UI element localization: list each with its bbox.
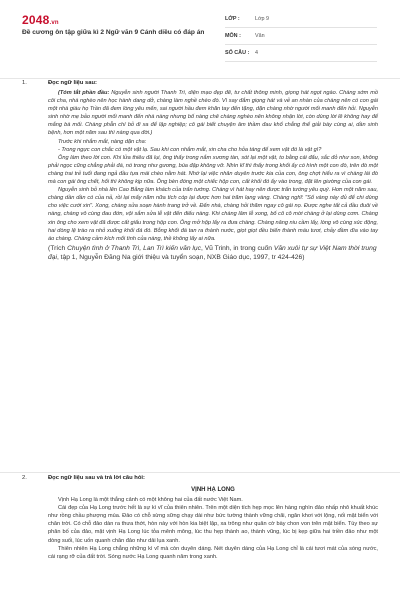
section-title: Đọc ngữ liệu sau:	[48, 80, 97, 86]
summary-text: Nguyễn sinh người Thanh Trì, diện mạo đẹp đẽ, tư chất thông minh, giọng hát ngọt ngào. Chàng sớm mồ côi cha, nhà nghèo nên học hành dang dở, chàng làm nghề chèo đò. Vì say đắm giọng hát và vẻ an nhàn của chàng nên có con gái một nhà giàu họ Trần đã đem lòng yêu mến, sai người hầu đem khăn tay đến tặng, dặn chàng nhờ người mối manh đến hỏi. Nguyễn sinh nhờ mẹ bảo người mối manh đến nhà nàng nhưng bố nàng chê chàng nghèo nên không nhận lời, còn dùng lời lẽ không hay để mắng bà mối. Chàng phẫn chí bỏ đi xa để lập nghiệp; cô gái biết chuyện âm thầm đau khổ chẳng thể giải bày cùng ai, dần sinh bệnh, hơn một năm sau thì nàng qua đời.)	[48, 90, 378, 137]
source-citation	[48, 244, 378, 263]
info-row-subject	[225, 28, 377, 45]
summary-paragraph	[48, 89, 378, 138]
info-value: Văn	[255, 33, 265, 39]
passage-paragraph: Cái đẹp của Hạ Long trước hết là sự kì vĩ của thiên nhiên. Trên một diện tích hẹp mọc lên hàng nghìn đảo nhấp nhô khuất khúc như rồng chầu phượng múa. Đảo có chỗ sừng sững chạy dài như bức tường thành vững chãi, ngăn khơi với lộng, nối mặt biển với chân trời. Có chỗ đảo dàn ra thưa thớt, hòn này với hòn kia biệt lập, xa trông như quân cờ bày chon von trên mặt biển. Tùy theo sự phân bố của đảo, mặt vịnh Hạ Long lúc tỏa mênh mông, lúc thu hẹp thành ao, thành vũng, lúc bị kẹp giữa hai triền đảo như một dòng suối, lúc uốn quanh chân đảo như dải lụa xanh.	[48, 505, 378, 544]
header-divider	[0, 78, 400, 79]
citation-prefix: (Trích	[48, 244, 68, 252]
passage-paragraph: - Trong ngực con chắc có một vật lạ. Sau khi con nhắm mắt, xin cha cho hỏa táng để xem vật đó là vật gì?	[58, 146, 322, 153]
info-key: SỐ CÂU :	[225, 50, 250, 56]
citation-suffix: , tập 1, Nguyễn Đăng Na giới thiệu và tuyển soạn, NXB Giáo dục, 1997, tr 424-426)	[56, 254, 305, 262]
document-title: Đề cương ôn tập giữa kì 2 Ngữ văn 9 Cánh diều có đáp án	[22, 29, 205, 36]
page-header	[0, 0, 400, 78]
section-number: 2.	[22, 475, 27, 481]
summary-label: (Tóm tắt phần đầu:	[58, 90, 110, 96]
citation-mid: , Vũ Trinh, in trong cuốn	[200, 244, 274, 252]
info-value: Lớp 9	[255, 16, 270, 22]
passage-paragraph: Trước khi nhắm mắt, nàng dặn cha:	[58, 138, 147, 145]
section-2-body	[48, 486, 378, 561]
info-key: MÔN :	[225, 33, 241, 39]
citation-book: Văn xuôi tự sự Việt Nam thời trung đại	[48, 244, 377, 262]
passage-paragraph: Nguyễn sinh bỏ nhà lên Cao Bằng làm khách của trấn tướng. Chàng vì hát hay nên được trấn tướng yêu quý. Hơn một năm sau, chàng dần dần có của nả, rồi lại mấy năm nữa tích cóp lại được hơn hai trăm lạng vàng. Chàng nghĩ: "Số vàng này đủ để chi dùng cho việc cưới xin". Xong, chàng sửa soạn hành trang trở về. Đến nhà, chàng hỏi thăm ngay cô gái nọ. Được nghe tất cả đầu đuôi về nàng, chàng vô cùng đau đớn, vội sắm sửa lễ vật đến điếu nàng. Khi chàng lâm lễ xong, bố cô cô mời chàng ở lại dùng cơm. Chàng xin ông cho xem vật đã được cất giấu trong hộp con. Ông mở hộp lấy ra đưa chàng. Chàng nâng niu cầm lấy, lòng vô cùng xúc động, hai dòng lệ trào ra nhỏ xuống khối đá đó. Bỗng khối đá tan ra thành nước, giọt giọt đều biến thành máu tươi, chảy đầm đìa vào tay áo chàng. Chàng cảm kích mối tình của nàng, thề không lấy ai nữa.	[48, 187, 378, 242]
info-row-grade	[225, 11, 377, 28]
section-title: Đọc ngữ liệu sau và trả lời câu hỏi:	[48, 475, 145, 481]
info-row-question-count	[225, 45, 377, 62]
section-divider	[0, 472, 400, 473]
info-value: 4	[255, 50, 258, 56]
citation-title: Chuyện tình ở Thanh Trì, Lan Trì kiến văn lục	[67, 244, 201, 252]
logo-main: 2048	[22, 13, 50, 27]
info-table	[225, 11, 377, 62]
passage-title: VỊNH HẠ LONG	[191, 487, 235, 493]
site-logo[interactable]	[22, 13, 59, 27]
section-1-body	[48, 89, 378, 263]
info-key: LỚP :	[225, 16, 240, 22]
passage-paragraph: Ông làm theo lời con. Khi lửa thiêu đã lụi, ông thấy trong nắm xương tàn, sót lại một vật, to bằng cái đấu, sắc đỏ như son, không phải ngọc cũng chẳng phải đá, nó trong như gương, búa đập không vỡ. Nhìn kĩ thì thấy trong khối ấy có hình một con đò, trên đò một chàng trai trẻ tuổi đang ngả đầu tựa mái chèo nằm hát. Nhớ lại việc nhân duyên trước kia của con, ông chợt hiểu ra vì chàng lái đò mà con gái ông chết, hối thì không kịp nữa. Ông bèn đóng một chiếc hộp con, cất khối đó ấy vào trong, đặt lên giường của con gái.	[48, 154, 378, 186]
section-number: 1.	[22, 80, 27, 86]
logo-suffix: .vn	[49, 20, 59, 26]
passage-paragraph: Vịnh Hạ Long là một thắng cảnh có một không hai của đất nước Việt Nam.	[58, 497, 243, 504]
passage-paragraph: Thiên nhiên Hạ Long chẳng những kì vĩ mà còn duyên dáng. Nét duyên dáng của Hạ Long chỉ là cái tươi mát của sóng nước, cái rạng rỡ của đất trời. Sóng nước Hạ Long quanh năm trong xanh.	[48, 545, 378, 560]
